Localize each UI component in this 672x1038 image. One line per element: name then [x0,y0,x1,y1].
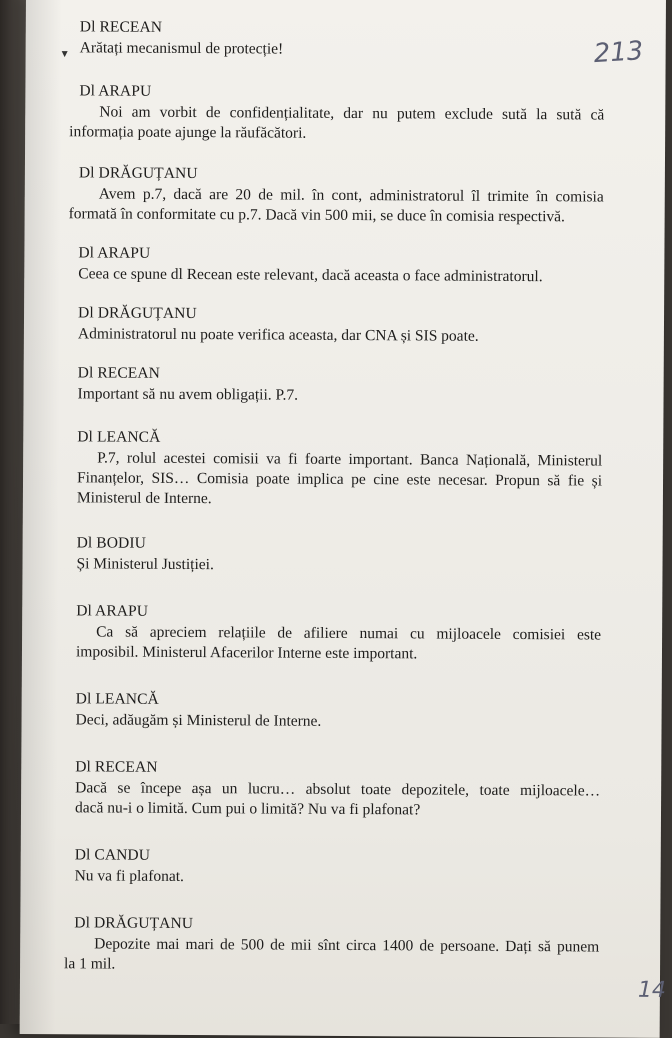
speech-block [78,244,603,287]
transcript-body [64,18,605,977]
speech-block [76,690,601,733]
speech-block [80,18,605,61]
speech-line: imposibil. Ministerul Afacerilor Interne este important. [75,643,418,663]
speech-line: Deci, adăugăm și Ministerul de Interne. [75,711,322,730]
speech-block [77,364,602,407]
speaker-name: Dl ARAPU [78,244,151,262]
handwritten-page-number: 213 [592,36,645,70]
speaker-name: Dl LEANCĂ [77,428,161,446]
speech-line: Și Ministerul Justiției. [76,555,214,574]
speech-line: dacă nu-i o limită. Cum pui o limită? Nu va fi plafonat? [74,799,421,819]
speech-line: Ceea ce spune dl Recean este relevant, dacă aceasta o face administratorul. [78,265,543,286]
speaker-name: Dl LEANCĂ [75,690,159,708]
speaker-name: Dl CANDU [74,846,151,864]
speaker-name: Dl RECEAN [79,18,163,36]
document-page [20,0,666,1038]
speaker-name: Dl BODIU [76,534,146,552]
speech-line: Depozite mai mari de 500 de mii sînt circa 1400 de persoane. Dați să punem [94,935,600,956]
speech-line: informația poate ajunge la răufăcători. [69,123,307,142]
speech-line: Important să nu avem obligații. P.7. [77,385,299,404]
speech-line: Dacă se începe așa un lucru… absolut toate depozitele, toate mijloacele… [75,779,601,800]
speech-block [69,82,605,145]
binder-mark: ▾ [61,46,68,61]
speaker-name: Dl DRĂGUȚANU [78,304,197,323]
speaker-name: Dl ARAPU [79,82,152,100]
speaker-name: Dl DRĂGUȚANU [74,914,194,933]
speech-line: formată în conformitate cu p.7. Dacă vin 500 mii, se duce în comisia respectivă. [68,205,565,226]
speaker-name: Dl ARAPU [76,602,149,620]
speech-line: Administratorul nu poate verifica aceasta, dar CNA și SIS poate. [77,325,479,345]
bottom-page-number: 14 [637,977,667,1003]
speech-line: P.7, rolul acestei comisii va fi foarte important. Banca Națională, Ministerul [97,449,603,470]
speaker-name: Dl RECEAN [77,364,161,382]
speech-line: Avem p.7, dacă are 20 de mil. în cont, administratorul îl trimite în comisia [98,185,604,206]
speech-block [76,534,601,577]
speech-block [75,758,600,821]
speech-block [78,304,603,347]
speech-line: Ministerul de Interne. [76,489,212,508]
speech-line: Ca să apreciem relațiile de afiliere numai cu mijloacele comisiei este [96,623,602,644]
speaker-name: Dl DRĂGUȚANU [78,164,198,183]
speech-block [76,602,601,665]
speech-block [77,428,602,511]
speech-line: Nu va fi plafonat. [74,867,184,885]
speaker-name: Dl RECEAN [75,758,158,776]
speech-block [64,914,600,977]
speech-block [75,846,600,889]
speech-line: Noi am vorbit de confidențialitate, dar nu putem exclude sută la sută că [99,103,605,124]
speech-line: Finanțelor, SIS… Comisia poate implica pe cine este necesar. Propun să fie și [76,469,603,490]
speech-line: Arătați mecanismul de protecție! [79,39,284,58]
speech-block [68,164,604,227]
speech-line: la 1 mil. [64,955,116,973]
